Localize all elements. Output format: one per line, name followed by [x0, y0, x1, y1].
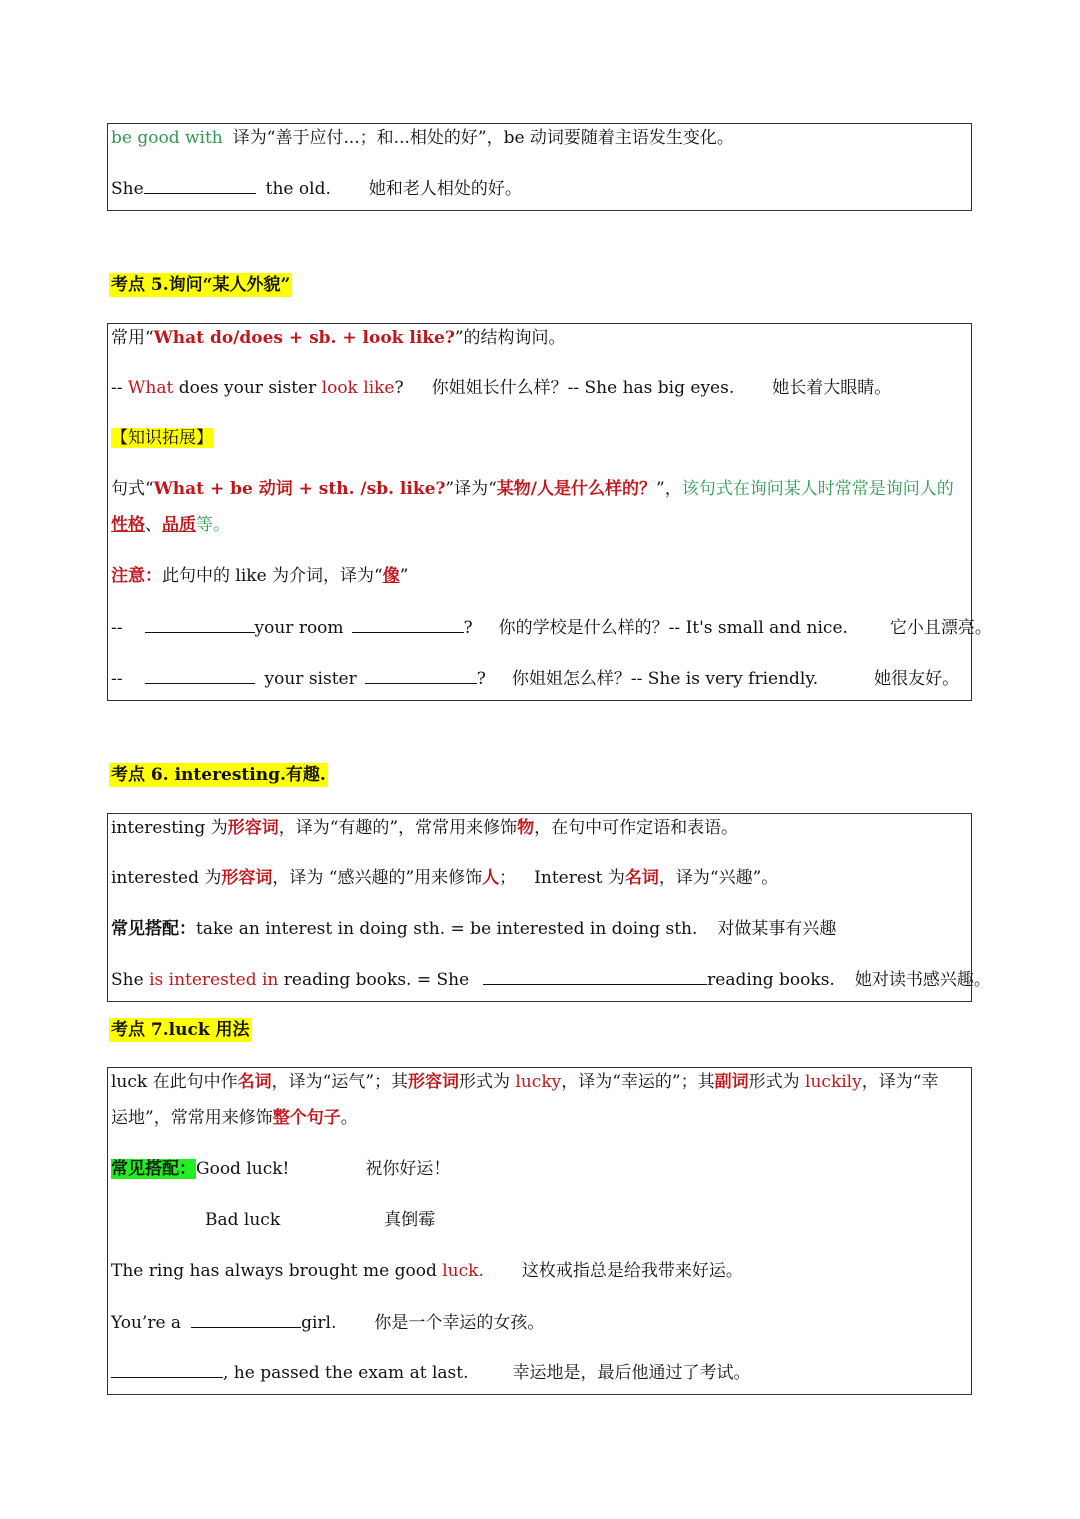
text: 形式为 — [459, 1072, 516, 1092]
section-heading-7: 考点 7.luck 用法 — [111, 1020, 250, 1040]
text: your room — [254, 618, 344, 638]
text: ，译为“运气”；其 — [271, 1072, 409, 1092]
example-line — [111, 1260, 969, 1282]
text: ，译为“有趣的”，常常用来修饰 — [278, 818, 518, 838]
text: ? — [476, 669, 486, 689]
example-line — [111, 177, 969, 200]
note-line — [111, 565, 969, 587]
text: interesting 为 — [111, 818, 228, 838]
text: 形式为 — [748, 1072, 806, 1092]
text: ? — [394, 378, 404, 398]
translation: 幸运地是，最后他通过了考试。 — [512, 1363, 751, 1383]
extension-label-line — [111, 427, 969, 449]
text: ； — [499, 868, 517, 888]
pattern-meaning: 某物/人是什么样的？ — [496, 479, 657, 499]
fill-blank[interactable] — [144, 177, 256, 194]
text: reading books. = She — [278, 970, 470, 990]
keyword-look-like: look like — [321, 378, 395, 398]
example-line — [111, 377, 969, 399]
keyword-whole-sentence: 整个句子 — [272, 1108, 341, 1128]
text: ” — [399, 566, 409, 586]
section-heading-6: 考点 6. interesting.有趣. — [111, 765, 326, 785]
rule-line-2 — [111, 1107, 969, 1129]
rule-line — [111, 1071, 969, 1093]
exercise-line — [111, 968, 991, 991]
keyword-like: 像 — [382, 566, 400, 586]
dash: -- — [111, 669, 123, 689]
text: ，译为“兴趣”。 — [658, 868, 779, 888]
collocation-line — [111, 1158, 969, 1180]
text: interested 为 — [111, 868, 222, 888]
keyword-quality: 品质 — [162, 515, 196, 535]
structure-line — [111, 327, 969, 349]
collocation-line — [111, 918, 969, 940]
text: 常用“ — [111, 328, 154, 348]
collocation-line-2 — [205, 1209, 969, 1231]
keyword-luck: luck. — [442, 1261, 484, 1281]
fill-blank[interactable] — [111, 1361, 223, 1378]
text: The ring has always brought me good — [111, 1261, 443, 1281]
box-interesting — [107, 813, 991, 1002]
rule-line — [111, 817, 969, 839]
fill-blank[interactable] — [191, 1311, 301, 1328]
keyword-adjective: 形容词 — [227, 818, 279, 838]
collocation-translation: 真倒霉 — [384, 1210, 436, 1230]
pattern: What + be 动词 + sth. /sb. like? — [153, 479, 446, 499]
text: ，译为“幸运的”；其 — [561, 1072, 715, 1092]
keyword-luckily: luckily — [805, 1072, 862, 1092]
keyword-adverb: 副词 — [714, 1072, 749, 1092]
text: ? — [463, 618, 473, 638]
text: ”译为“ — [445, 479, 497, 499]
example-subject: She — [111, 179, 144, 199]
text: 等。 — [196, 515, 230, 535]
text: ”的结构询问。 — [454, 328, 566, 348]
usage-note: 该句式在询问某人时常常是询问人的 — [681, 479, 954, 499]
fill-blank[interactable] — [483, 968, 707, 985]
exercise-line — [111, 1361, 969, 1384]
collocation: Bad luck — [205, 1210, 281, 1230]
text: 运地”，常常用来修饰 — [111, 1108, 273, 1128]
text: You’re a — [111, 1313, 182, 1333]
box-luck — [107, 1067, 972, 1395]
fill-blank[interactable] — [352, 616, 464, 633]
keyword-lucky: lucky — [515, 1072, 562, 1092]
pattern-line-2 — [111, 514, 969, 536]
exercise-line — [111, 616, 992, 639]
text: reading books. — [707, 970, 835, 990]
rule-line — [111, 867, 969, 889]
keyword-adjective: 形容词 — [221, 868, 273, 888]
translation: 你姐姐怎么样？-- She is very friendly. — [511, 669, 819, 689]
collocation-label: 常见搭配： — [111, 1159, 196, 1179]
collocation: take an interest in doing sth. = be interested in doing sth. — [196, 919, 698, 939]
text: ”， — [656, 479, 682, 499]
collocation: Good luck! — [196, 1159, 290, 1179]
answer-translation: 她很友好。 — [874, 669, 960, 689]
collocation-translation: 祝你好运！ — [365, 1159, 451, 1179]
translation: 这枚戒指总是给我带来好运。 — [521, 1261, 743, 1281]
keyword-person: 人 — [482, 868, 500, 888]
text: luck 在此句中作 — [111, 1072, 238, 1092]
translation: 你的学校是什么样的？-- It's small and nice. — [498, 618, 848, 638]
text: She — [111, 970, 150, 990]
keyword-noun: 名词 — [624, 868, 659, 888]
fill-blank[interactable] — [365, 667, 477, 684]
text: , he passed the exam at last. — [223, 1363, 469, 1383]
translation: 她对读书感兴趣。 — [854, 970, 991, 990]
text: 。 — [340, 1108, 358, 1128]
exercise-line — [111, 667, 969, 690]
fill-blank[interactable] — [145, 616, 255, 633]
collocation-label: 常见搭配： — [111, 919, 196, 939]
rule-line — [111, 127, 969, 149]
example-text: the old. — [265, 179, 331, 199]
note-text: 此句中的 like 为介词，译为“ — [162, 566, 383, 586]
example-translation: 她和老人相处的好。 — [368, 179, 522, 199]
keyword-is-interested-in: is interested in — [149, 970, 279, 990]
text: 、 — [145, 515, 162, 535]
text: girl. — [301, 1313, 337, 1333]
exercise-line — [111, 1311, 969, 1334]
text: 句式“ — [111, 479, 154, 499]
text: ，译为 “感兴趣的”用来修饰 — [272, 868, 483, 888]
box-appearance — [107, 323, 992, 701]
pattern-line — [111, 478, 969, 500]
section-heading-5: 考点 5.询问“某人外貌” — [111, 275, 291, 295]
keyword-personality: 性格 — [111, 515, 145, 535]
structure-pattern: What do/does + sb. + look like? — [153, 328, 455, 348]
text: your sister — [264, 669, 357, 689]
dash: -- — [111, 378, 128, 398]
text: ，译为“幸 — [861, 1072, 939, 1092]
answer-translation: 它小且漂亮。 — [889, 618, 992, 638]
text: Interest 为 — [534, 868, 625, 888]
text: does your sister — [173, 378, 322, 398]
text: ，在句中可作定语和表语。 — [534, 818, 739, 838]
fill-blank[interactable] — [145, 667, 255, 684]
box-be-good-with — [107, 123, 972, 211]
rule-text: 译为“善于应付...；和...相处的好”，be 动词要随着主语发生变化。 — [232, 128, 734, 148]
keyword-adjective: 形容词 — [408, 1072, 460, 1092]
term-be-good-with: be good with — [111, 128, 223, 148]
keyword-noun: 名词 — [237, 1072, 272, 1092]
note-label: 注意： — [111, 566, 162, 586]
translation: 你姐姐长什么样？-- She has big eyes. — [431, 378, 735, 398]
keyword-thing: 物 — [517, 818, 535, 838]
extension-label: 【知识拓展】 — [111, 428, 213, 448]
collocation-translation: 对做某事有兴趣 — [717, 919, 837, 939]
translation: 你是一个幸运的女孩。 — [374, 1313, 545, 1333]
dash: -- — [111, 618, 123, 638]
keyword-what: What — [127, 378, 174, 398]
answer-translation: 她长着大眼睛。 — [772, 378, 892, 398]
